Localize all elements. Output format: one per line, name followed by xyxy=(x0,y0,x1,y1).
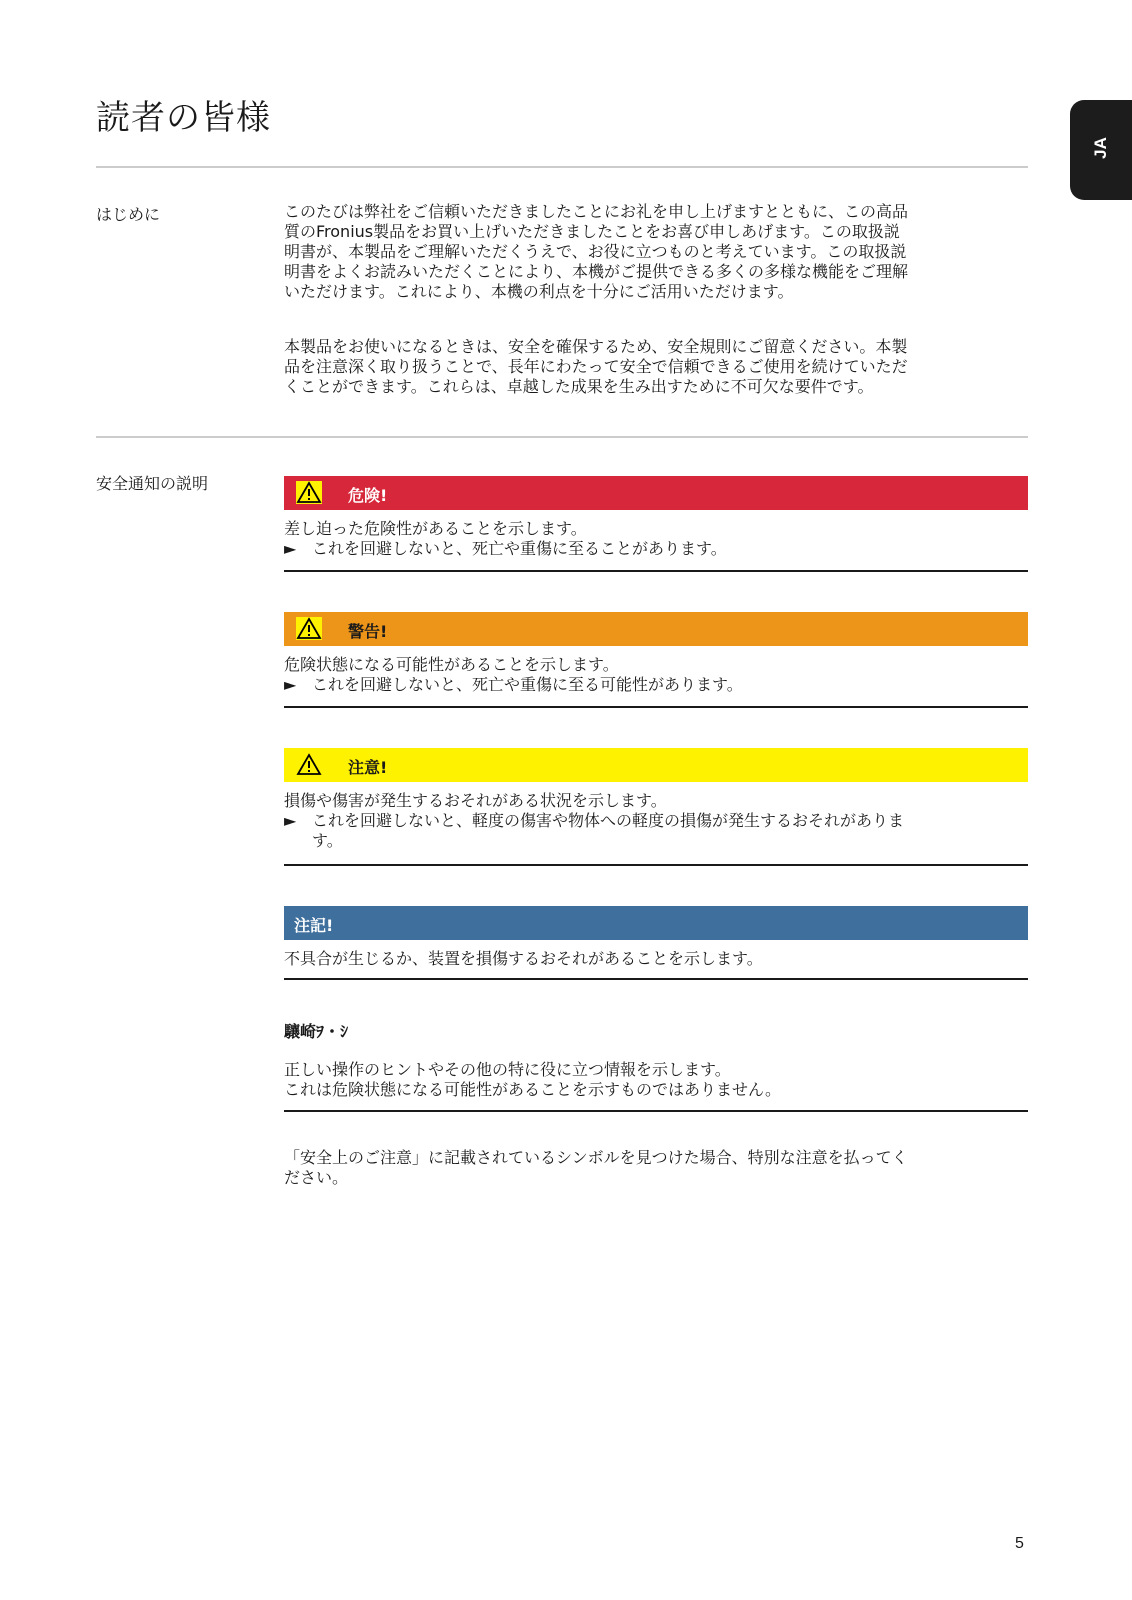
caution-bullet-line: これを回避しないと、軽度の傷害や物体への軽度の損傷が発生するおそれがありま xyxy=(312,811,905,830)
page-number: 5 xyxy=(1015,1535,1024,1552)
intro-text-2 xyxy=(284,337,1028,397)
warning-bullet: これを回避しないと、死亡や重傷に至る可能性があります。 xyxy=(312,675,743,694)
caution-text: 損傷や傷害が発生するおそれがある状況を示します。 xyxy=(284,791,667,810)
warning-title: 警告! xyxy=(348,622,388,641)
warning-triangle-icon xyxy=(296,481,322,504)
note-banner xyxy=(284,906,1028,940)
warning-triangle-icon xyxy=(296,753,322,776)
warning-message xyxy=(284,655,1028,695)
warning-banner xyxy=(284,612,1028,646)
closing-text xyxy=(284,1148,1028,1188)
block-divider xyxy=(284,570,1028,572)
intro-line: いただけます。これにより、本機の利点を十分にご活用いただけます。 xyxy=(284,282,794,301)
caution-message xyxy=(284,791,1028,851)
intro-line: 質のFronius製品をお買い上げいただきましたことをお喜び申しあげます。この取扱説 xyxy=(284,222,900,241)
warning-triangle-icon xyxy=(296,617,322,640)
caution-banner xyxy=(284,748,1028,782)
block-divider xyxy=(284,864,1028,866)
danger-bullet: これを回避しないと、死亡や重傷に至ることがあります。 xyxy=(312,539,727,558)
safety-label: 安全通知の説明 xyxy=(96,474,209,493)
danger-message xyxy=(284,519,1028,559)
page-title: 読者の皆様 xyxy=(96,98,271,138)
danger-banner xyxy=(284,476,1028,510)
section-divider xyxy=(96,436,1028,438)
closing-line: ださい。 xyxy=(284,1168,349,1187)
closing-line: 「安全上のご注意」に記載されているシンボルを見つけた場合、特別な注意を払ってく xyxy=(284,1148,908,1167)
intro-line: 明書をよくお読みいただくことにより、本機がご提供できる多くの多様な機能をご理解 xyxy=(284,262,909,281)
section-divider xyxy=(96,166,1028,168)
arrow-icon: ► xyxy=(284,811,297,830)
intro-line: このたびは弊社をご信頼いただきましたことにお礼を申し上げますとともに、この高品 xyxy=(284,202,909,221)
caution-title: 注意! xyxy=(348,758,388,777)
intro-line: 品を注意深く取り扱うことで、長年にわたって安全で信頼できるご使用を続けていただ xyxy=(284,357,908,376)
block-divider xyxy=(284,706,1028,708)
important-line: 正しい操作のヒントやその他の特に役に立つ情報を示します。 xyxy=(284,1060,731,1079)
arrow-icon: ► xyxy=(284,675,297,694)
intro-line: くことができます。これらは、卓越した成果を生み出すために不可欠な要件です。 xyxy=(284,377,874,396)
block-divider xyxy=(284,1110,1028,1112)
important-message xyxy=(284,1060,1028,1100)
arrow-icon: ► xyxy=(284,539,297,558)
block-divider xyxy=(284,978,1028,980)
language-tab xyxy=(1070,100,1132,200)
important-line: これは危険状態になる可能性があることを示すものではありません。 xyxy=(284,1080,781,1099)
caution-bullet xyxy=(312,811,904,851)
note-title: 注記! xyxy=(294,916,334,935)
note-text: 不具合が生じるか、装置を損傷するおそれがあることを示します。 xyxy=(284,949,763,968)
intro-line: 明書が、本製品をご理解いただくうえで、お役に立つものと考えています。この取扱説 xyxy=(284,242,907,261)
danger-title: 危険! xyxy=(348,486,388,505)
caution-bullet-line: す。 xyxy=(312,831,343,850)
intro-text xyxy=(284,202,1028,302)
note-message xyxy=(284,949,1028,969)
intro-label: はじめに xyxy=(96,205,161,224)
danger-text: 差し迫った危険性があることを示します。 xyxy=(284,519,587,538)
important-title: 驤崎ｦ・ｼ xyxy=(284,1022,349,1041)
warning-text: 危険状態になる可能性があることを示します。 xyxy=(284,655,619,674)
intro-line: 本製品をお使いになるときは、安全を確保するため、安全規則にご留意ください。本製 xyxy=(284,337,908,356)
language-tab-label: JA xyxy=(1091,137,1110,159)
